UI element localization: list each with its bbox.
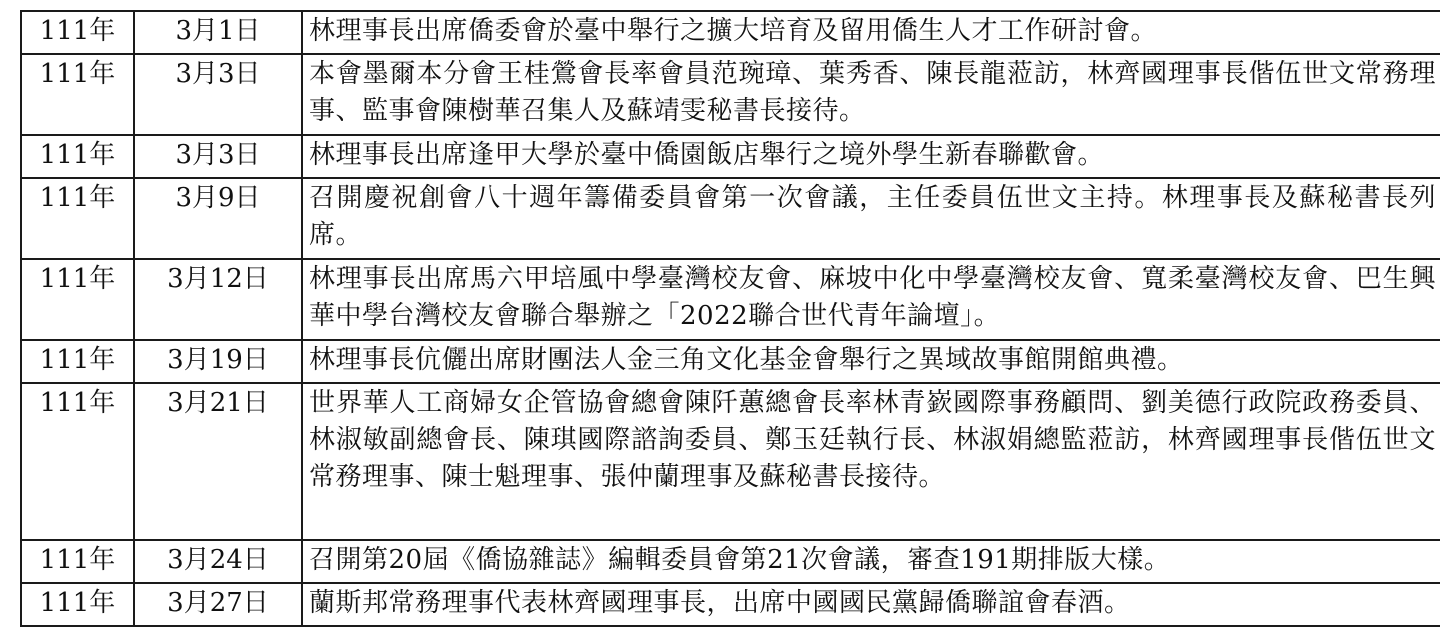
year-cell: 111年: [21, 54, 134, 135]
year-cell: 111年: [21, 135, 134, 178]
table-row: [21, 583, 1440, 626]
year-cell: 111年: [21, 583, 134, 626]
date-cell: 3月12日: [134, 259, 302, 340]
date-cell: 3月3日: [134, 54, 302, 135]
date-cell: 3月21日: [134, 383, 302, 540]
date-cell: 3月19日: [134, 340, 302, 383]
year-cell: 111年: [21, 11, 134, 54]
table-row: [21, 259, 1440, 340]
year-cell: 111年: [21, 178, 134, 259]
date-cell: 3月27日: [134, 583, 302, 626]
table-row: [21, 54, 1440, 135]
table-row: [21, 540, 1440, 583]
table-row: [21, 383, 1440, 540]
event-cell: 林理事長出席僑委會於臺中舉行之擴大培育及留用僑生人才工作研討會。: [302, 11, 1440, 54]
event-cell: 林理事長伉儷出席財團法人金三角文化基金會舉行之異域故事館開館典禮。: [302, 340, 1440, 383]
event-cell: 世界華人工商婦女企管協會總會陳阡蕙總會長率林青嶔國際事務顧問、劉美德行政院政務委員、林淑敏副總會長、陳琪國際諮詢委員、鄭玉廷執行長、林淑娟總監蒞訪，林齊國理事長偕伍世文常務理事、陳士魁理事、張仲蘭理事及蘇秘書長接待。: [302, 383, 1440, 540]
event-cell: 林理事長出席馬六甲培風中學臺灣校友會、麻坡中化中學臺灣校友會、寬柔臺灣校友會、巴生興華中學台灣校友會聯合舉辦之「2022聯合世代青年論壇」。: [302, 259, 1440, 340]
year-cell: 111年: [21, 383, 134, 540]
event-cell: 召開慶祝創會八十週年籌備委員會第一次會議，主任委員伍世文主持。林理事長及蘇秘書長列席。: [302, 178, 1440, 259]
event-cell: 召開第20屆《僑協雜誌》編輯委員會第21次會議，審查191期排版大樣。: [302, 540, 1440, 583]
table-row: [21, 11, 1440, 54]
date-cell: 3月9日: [134, 178, 302, 259]
table-row: [21, 178, 1440, 259]
table-row: [21, 340, 1440, 383]
date-cell: 3月1日: [134, 11, 302, 54]
chronology-table: [20, 10, 1440, 627]
date-cell: 3月24日: [134, 540, 302, 583]
event-cell: 蘭斯邦常務理事代表林齊國理事長，出席中國國民黨歸僑聯誼會春酒。: [302, 583, 1440, 626]
event-cell: 本會墨爾本分會王桂鶯會長率會員范琬璋、葉秀香、陳長龍蒞訪，林齊國理事長偕伍世文常務理事、監事會陳樹華召集人及蘇靖雯秘書長接待。: [302, 54, 1440, 135]
date-cell: 3月3日: [134, 135, 302, 178]
event-cell: 林理事長出席逢甲大學於臺中僑園飯店舉行之境外學生新春聯歡會。: [302, 135, 1440, 178]
year-cell: 111年: [21, 540, 134, 583]
year-cell: 111年: [21, 259, 134, 340]
year-cell: 111年: [21, 340, 134, 383]
table-row: [21, 135, 1440, 178]
